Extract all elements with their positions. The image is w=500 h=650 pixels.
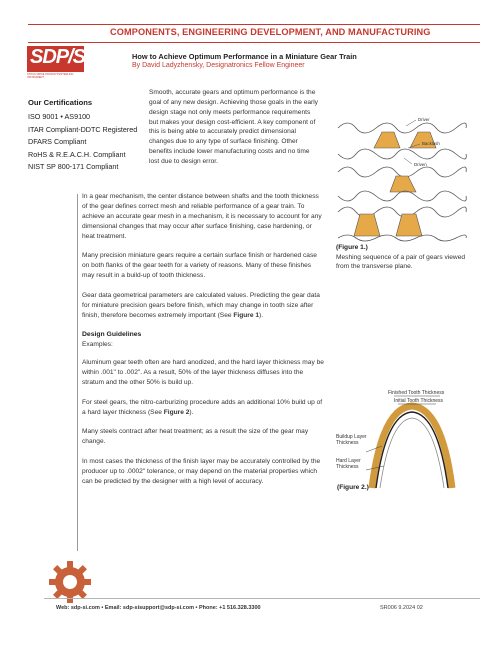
certification-item: DFARS Compliant bbox=[28, 137, 87, 147]
figure-1-gear-mesh bbox=[334, 114, 468, 242]
figure-2-reference: Figure 2 bbox=[163, 408, 190, 416]
sdpsi-logo[interactable] bbox=[27, 46, 90, 72]
certification-item: ITAR Compliant-DDTC Registered bbox=[28, 124, 138, 134]
header-banner bbox=[28, 24, 480, 43]
label-driver: Driver bbox=[418, 117, 430, 122]
body-paragraph: Many precision miniature gears require a certain surface finish or hardened case on both flanks of the gear teeth for a variety of reasons. Many of these finishes may result in a build-up of tooth thickness. bbox=[82, 252, 317, 280]
document-title: How to Achieve Optimum Performance in a Miniature Gear Train bbox=[132, 52, 357, 61]
column-divider bbox=[77, 194, 78, 551]
body-paragraph: In a gear mechanism, the center distance between shafts and the tooth thickness of the gear defines correct mesh and reliable performance of a gear train. To achieve an accurate gear mesh in a mechanism, it is necessary to account for any dimensional changes that may occur after surface finishing, case hardening, or heat treatment. bbox=[82, 193, 322, 240]
figure-1-reference: Figure 1 bbox=[233, 311, 260, 319]
figure-2-caption: (Figure 2.) bbox=[337, 484, 369, 491]
certifications-list bbox=[28, 111, 137, 174]
mesh-stage-3 bbox=[338, 207, 466, 241]
figure-2-tooth-thickness bbox=[336, 386, 476, 490]
header-banner-text: COMPONENTS, ENGINEERING DEVELOPMENT, AND MANUFACTURING bbox=[110, 27, 431, 37]
certifications-heading: Our Certifications bbox=[28, 98, 93, 107]
figure-1-label: (Figure 1.) bbox=[336, 244, 368, 251]
body-paragraph: Aluminum gear teeth often are hard anodized, and the hard layer thickness may be within .001" to .002". As a result, 50% of the layer thickness diffuses into the stratum and the other 50% is build up. bbox=[82, 359, 324, 386]
body-paragraph: Gear data geometrical parameters are calculated values. Predicting the gear data for miniature precision gears before finish, which may change in tooth size after finish, therefore becomes extremely important (See Figure 1). bbox=[82, 291, 320, 319]
footer-document-code: SR006 9.2024 02 bbox=[380, 605, 423, 611]
logo-text: SDP/SI bbox=[30, 46, 90, 68]
footer-contact[interactable]: Web: sdp-si.com • Email: sdp-sisupport@sdp-si.com • Phone: +1 516.328.3300 bbox=[56, 605, 261, 611]
label-backlash: Backlash bbox=[422, 141, 440, 146]
label-hard-layer-thickness: Hard Layer Thickness bbox=[336, 458, 361, 470]
body-paragraph: Many steels contract after heat treatment; as a result the size of the gear may change. bbox=[82, 428, 309, 446]
document-author: By David Ladyzhensky, Designatronics Fellow Engineer bbox=[132, 62, 305, 69]
label-driven: Driven bbox=[414, 162, 427, 167]
mesh-stage-1 bbox=[338, 120, 466, 164]
main-body bbox=[82, 192, 324, 496]
body-paragraph: In most cases the thickness of the finish layer may be accurately controlled by the producer up to .0002" tolerance, or may depend on the material properties which can be predicted by the designer with a high level of accuracy. bbox=[82, 457, 321, 485]
figure-1-caption-text: Meshing sequence of a pair of gears viewed from the transverse plane. bbox=[336, 253, 466, 271]
mesh-stage-2 bbox=[338, 167, 466, 201]
figure-1-caption bbox=[336, 243, 478, 272]
label-initial-thickness: Initial Tooth Thickness bbox=[394, 398, 444, 404]
body-paragraph: For steel gears, the nitro-carburizing procedure adds an additional 10% build up of a hard layer thickness (See Figure 2). bbox=[82, 398, 323, 416]
examples-label: Examples: bbox=[82, 341, 113, 349]
logo-tagline: STOCK DRIVE PRODUCTS/STERLING INSTRUMENT bbox=[27, 73, 74, 79]
certification-item: RoHS & R.E.A.C.H. Compliant bbox=[28, 149, 126, 159]
certification-item: ISO 9001 • AS9100 bbox=[28, 112, 91, 121]
intro-paragraph: Smooth, accurate gears and optimum performance is the goal of any new design. Achieving those goals in the early design stage not only meets performance requirements but makes your design cost-efficient. A key component of this is being able to accurately predict dimensional changes due to any type of surface finishing. Other benefits include lower manufacturing costs and no time lost due to design error. bbox=[149, 89, 318, 165]
certification-item: NIST SP 800-171 Compliant bbox=[28, 162, 119, 172]
label-buildup-thickness: Buildup Layer Thickness bbox=[336, 434, 367, 446]
label-finished-thickness: Finished Tooth Thickness bbox=[388, 390, 445, 396]
footer-divider bbox=[44, 598, 480, 599]
design-guidelines-heading: Design Guidelines bbox=[82, 331, 142, 339]
